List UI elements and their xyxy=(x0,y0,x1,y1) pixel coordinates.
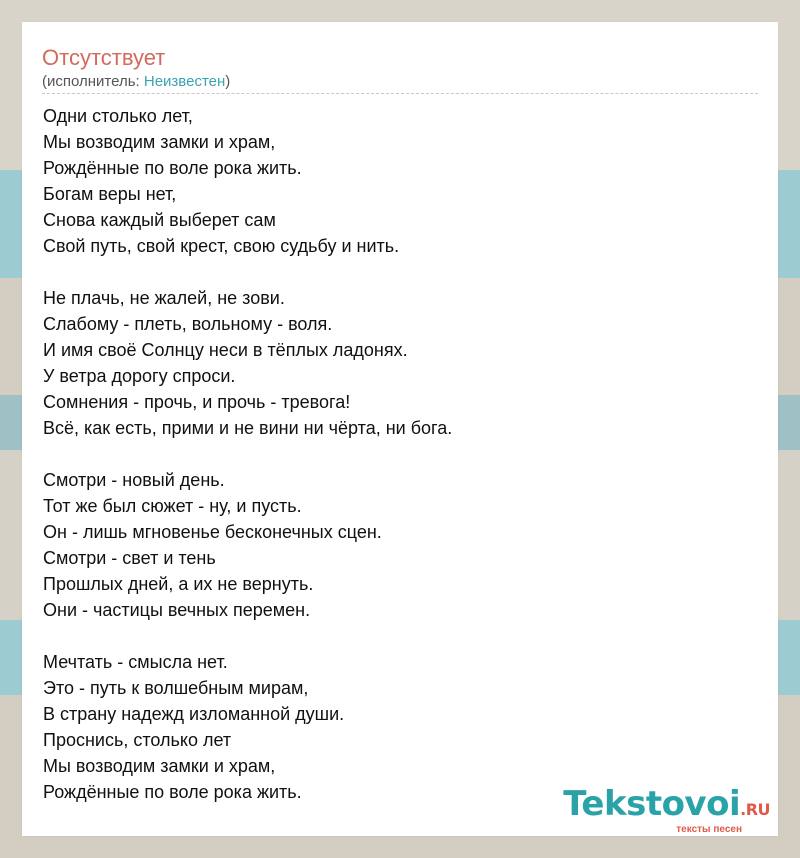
lyric-line: Одни столько лет, xyxy=(43,106,193,126)
stanza-2 xyxy=(43,285,743,441)
logo-tagline: тексты песен xyxy=(676,824,742,835)
stanza-1 xyxy=(43,103,743,259)
lyric-line: Прошлых дней, а их не вернуть. xyxy=(43,574,314,594)
lyric-line: Сомнения - прочь, и прочь - тревога! xyxy=(43,392,351,412)
lyric-line: Свой путь, свой крест, свою судьбу и нить. xyxy=(43,236,400,256)
lyric-line: Не плачь, не жалей, не зови. xyxy=(43,288,285,308)
lyric-line: Он - лишь мгновенье бесконечных сцен. xyxy=(43,522,382,542)
lyric-line: Они - частицы вечных перемен. xyxy=(43,600,311,620)
performer-prefix: (исполнитель: xyxy=(42,73,144,90)
lyric-line: У ветра дорогу спроси. xyxy=(43,366,236,386)
lyric-line: Богам веры нет, xyxy=(43,184,177,204)
lyric-line: Слабому - плеть, вольному - воля. xyxy=(43,314,333,334)
stanza-4 xyxy=(43,649,743,805)
lyrics-text xyxy=(43,103,743,805)
header-divider xyxy=(42,93,758,94)
lyric-line: Рождённые по воле рока жить. xyxy=(43,158,302,178)
site-logo[interactable] xyxy=(563,786,770,836)
song-title: Отсутствует xyxy=(42,45,166,70)
lyric-line: Смотри - новый день. xyxy=(43,470,225,490)
logo-tld: .RU xyxy=(740,800,770,819)
lyric-line: Проснись, столько лет xyxy=(43,730,232,750)
lyric-line: Тот же был сюжет - ну, и пусть. xyxy=(43,496,302,516)
lyrics-card xyxy=(22,22,778,836)
performer-line xyxy=(42,72,230,92)
lyric-line: Мечтать - смысла нет. xyxy=(43,652,228,672)
lyric-line: Рождённые по воле рока жить. xyxy=(43,782,302,802)
performer-suffix: ) xyxy=(225,73,231,90)
stanza-3 xyxy=(43,467,743,623)
lyric-line: Мы возводим замки и храм, xyxy=(43,132,276,152)
lyric-line: В страну надежд изломанной души. xyxy=(43,704,345,724)
lyric-line: Всё, как есть, прими и не вини ни чёрта, ни бога. xyxy=(43,418,453,438)
performer-link[interactable]: Неизвестен xyxy=(143,73,226,90)
lyric-line: Это - путь к волшебным мирам, xyxy=(43,678,309,698)
lyric-line: Снова каждый выберет сам xyxy=(43,210,276,230)
lyric-line: Мы возводим замки и храм, xyxy=(43,756,276,776)
logo-brand: Tekstovoi xyxy=(563,784,741,824)
lyric-line: Смотри - свет и тень xyxy=(43,548,216,568)
logo-wordmark xyxy=(563,786,770,828)
lyric-line: И имя своё Солнцу неси в тёплых ладонях. xyxy=(43,340,408,360)
